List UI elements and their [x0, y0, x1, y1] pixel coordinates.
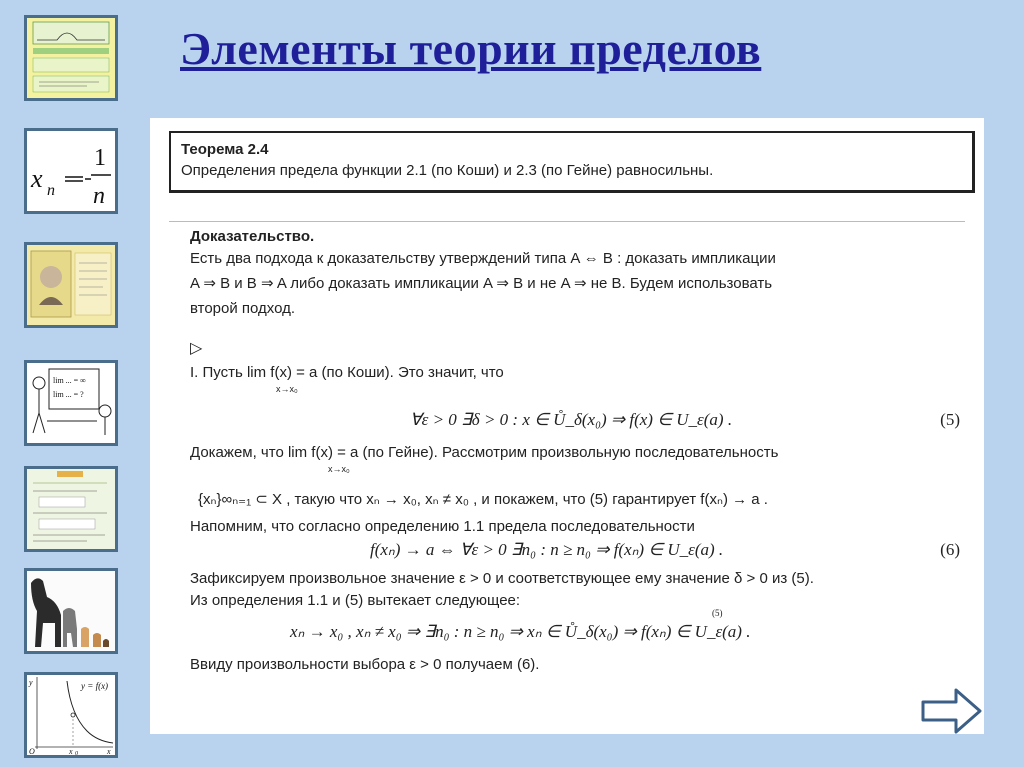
document-panel	[150, 118, 984, 734]
graph-x0: x	[69, 747, 73, 755]
proof-line-9: Из определения 1.1 и (5) вытекает следующее:	[190, 592, 521, 609]
equation-7: xₙ → x₀ , xₙ ≠ x₀ ⇒ ∃n₀ : n ≥ n₀ ⇒ xₙ ∈ Ů_δ(x₀) ⇒ f(xₙ) ∈ U_ε(a) .	[290, 622, 751, 641]
dogs-photo-icon	[27, 571, 115, 651]
thumbnail-dogs-slide[interactable]	[24, 568, 118, 654]
formula-icon	[27, 131, 115, 211]
formula-den: n	[93, 183, 105, 209]
thumbnail-table-slide[interactable]	[24, 466, 118, 552]
formula-xn: x	[31, 164, 43, 193]
svg-text:lim ... = ∞: lim ... = ∞	[53, 376, 86, 385]
proof-line-8: Зафиксируем произвольное значение ε > 0 и соответствующее ему значение δ > 0 из (5).	[190, 570, 814, 587]
equation-5-number: (5)	[940, 410, 960, 429]
proof-start-marker: ▷	[190, 340, 203, 357]
thumbnail-formula-slide[interactable]	[24, 128, 118, 214]
equation-6-number: (6)	[940, 540, 960, 559]
proof-line-10: Ввиду произвольности выбора ε > 0 получаем (6).	[190, 656, 540, 673]
theorem-text: Определения предела функции 2.1 (по Коши) и 2.3 (по Гейне) равносильны.	[181, 162, 714, 179]
proof-line-6: {xₙ}∞ₙ₌₁ ⊂ X , такую что xₙ → x₀, xₙ ≠ x₀ , и покажем, что (5) гарантирует f(xₙ) → a .	[198, 491, 768, 508]
thumbnail-graph-slide[interactable]	[24, 15, 118, 101]
proof-line-4: I. Пусть lim f(x) = a (по Коши). Это значит, что	[190, 364, 504, 381]
thumbnail-portrait-slide[interactable]	[24, 242, 118, 328]
theorem-box	[169, 131, 975, 193]
thumbnail-cartoon-slide[interactable]	[24, 360, 118, 446]
next-slide-button[interactable]	[920, 686, 984, 741]
divider	[169, 221, 965, 222]
table-slide-icon	[27, 469, 115, 549]
proof-line-5-sub: x→x₀	[328, 464, 350, 474]
proof-line-7: Напомним, что согласно определению 1.1 предела последовательности	[190, 518, 695, 535]
proof-line-4-sub: x→x₀	[276, 384, 298, 394]
svg-text:lim ... = ?: lim ... = ?	[53, 390, 84, 399]
graph-slide-icon	[27, 18, 115, 98]
graph-y: y	[29, 678, 33, 687]
portrait-icon	[27, 245, 115, 325]
formula-num: 1	[94, 145, 106, 171]
graph-origin: O	[29, 747, 35, 755]
theorem-title: Теорема 2.4	[181, 141, 269, 158]
equation-5: ∀ε > 0 ∃δ > 0 : x ∈ Ů_δ(x₀) ⇒ f(x) ∈ U_ε(a) .	[410, 410, 733, 429]
proof-line-5: Докажем, что lim f(x) = a (по Гейне). Рассмотрим произвольную последовательность	[190, 444, 779, 461]
thumbnail-graph-curve-slide[interactable]	[24, 672, 118, 758]
proof-heading: Доказательство.	[190, 228, 315, 245]
page-title: Элементы теории пределов	[180, 23, 762, 74]
formula-xn-sub: n	[47, 182, 55, 199]
equation-7-over: (5)	[712, 608, 723, 618]
proof-line-3: второй подход.	[190, 300, 296, 317]
graph-x: x	[107, 747, 111, 755]
right-arrow-icon	[920, 686, 984, 736]
proof-line-2: A ⇒ B и B ⇒ A либо доказать импликации A ⇒ B и не A ⇒ не B. Будем использовать	[190, 275, 773, 292]
proof-line-1: Есть два подхода к доказательству утверждений типа A ⇔ B : доказать импликации	[190, 250, 776, 267]
equation-6: f(xₙ) → a ⇔ ∀ε > 0 ∃n₀ : n ≥ n₀ ⇒ f(xₙ) ∈ U_ε(a) .	[370, 540, 724, 559]
cartoon-icon	[27, 363, 115, 443]
graph-x0-sub: 0	[75, 751, 78, 755]
curve-graph-icon	[27, 675, 115, 755]
graph-label: y = f(x)	[81, 681, 109, 691]
